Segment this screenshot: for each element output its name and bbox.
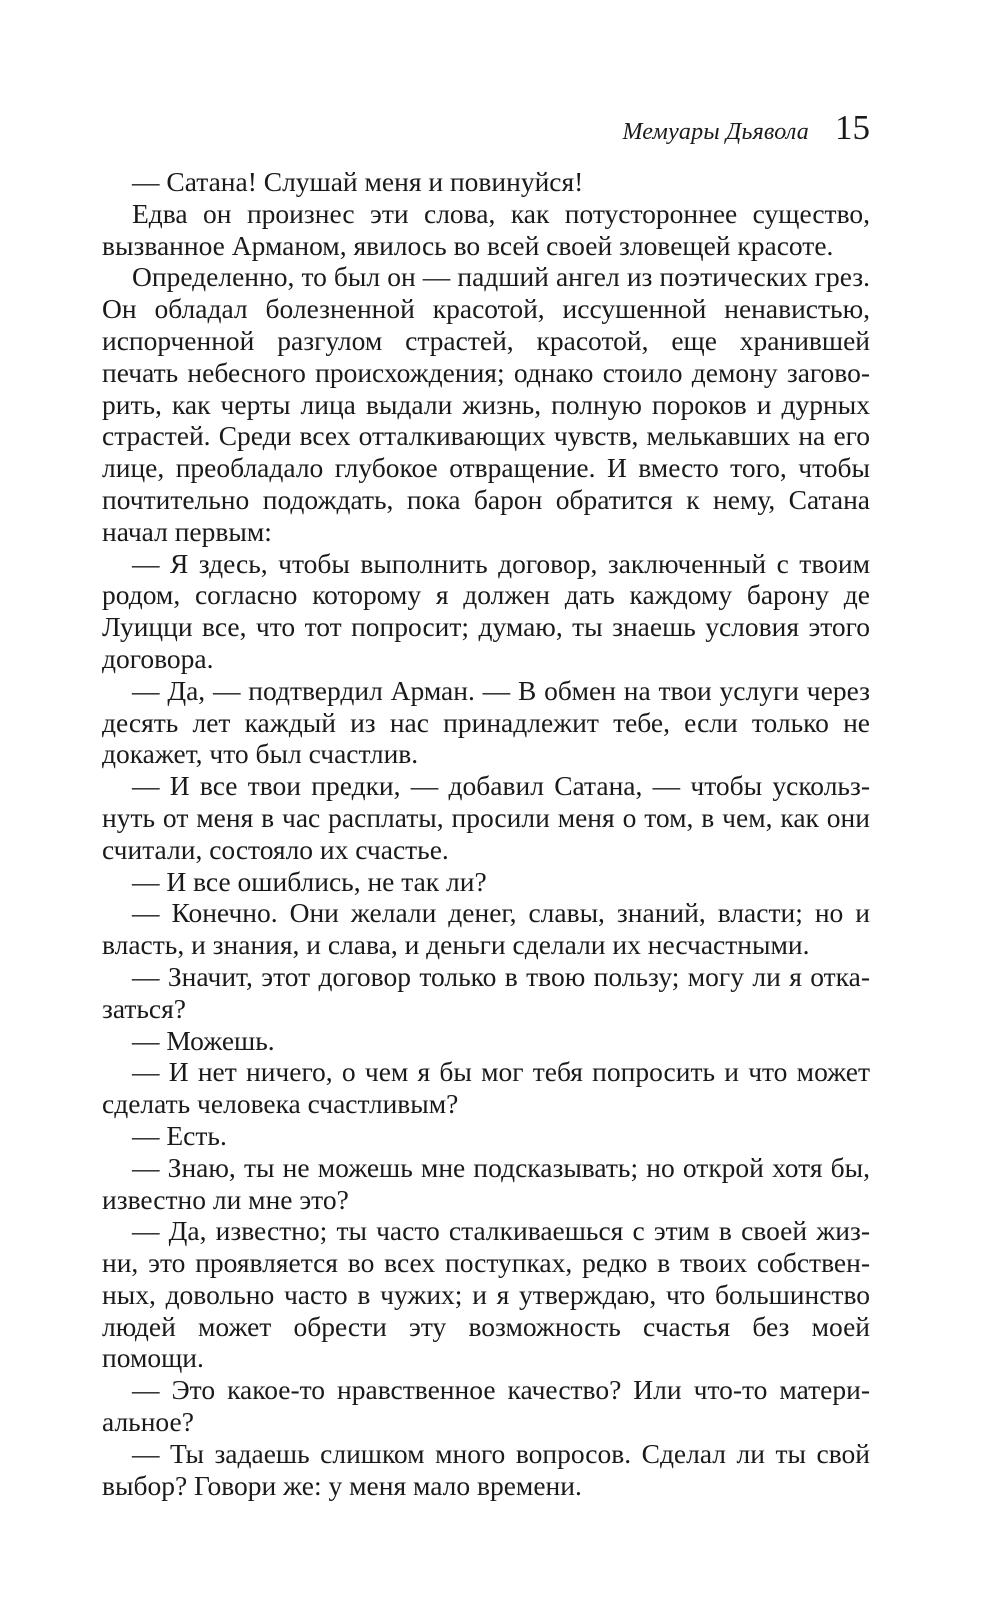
- paragraph: — И все твои предки, — добавил Сатана, — чтобы ускользнуть от меня в час расплаты, просили меня о том, в чем, как они считали, состояло их счастье.: [102, 770, 870, 865]
- paragraph: — Сатана! Слушай меня и повинуйся!: [132, 166, 584, 197]
- paragraph: — И все ошиблись, не так ли?: [132, 865, 487, 897]
- paragraph: Определенно, то был он — падший ангел из поэтических грез. Он обладал болезненной красотой, иссушенной ненавистью, испорченной разгулом страстей, красотой, еще хранившей печать небесного происхождения; однако стоило демону заговорить, как черты лица выдали жизнь, полную пороков и дурных страстей. Среди всех отталкивающих чувств, мелькавших на его лице, преобладало глубокое отвращение. И вместо того, чтобы почтительно подождать, пока барон обратится к нему, Сатана начал первым:: [102, 261, 870, 547]
- paragraph: — Это какое-то нравственное качество? Или что-то материальное?: [102, 1374, 870, 1438]
- running-header: [622, 108, 870, 156]
- paragraph: — Знаю, ты не можешь мне подсказывать; но открой хотя бы, известно ли мне это?: [102, 1151, 870, 1215]
- paragraph: — Я здесь, чтобы выполнить договор, заключенный с твоим родом, согласно которому я должен дать каждому барону де Луицци все, что тот попросит; думаю, ты знаешь условия этого договора.: [102, 547, 870, 674]
- paragraph: — И нет ничего, о чем я бы мог тебя попросить и что может сделать человека счастливым?: [102, 1056, 870, 1120]
- paragraph: — Ты задаешь слишком много вопросов. Сделал ли ты свой выбор? Говори же: у меня мало времени.: [102, 1437, 870, 1501]
- paragraph: — Да, известно; ты часто сталкиваешься с этим в своей жизни, это проявляется во всех поступках, редко в твоих собственных, довольно часто в чужих; и я утверждаю, что большинство людей может обрести эту возможность счастья без моей помощи.: [102, 1215, 870, 1374]
- paragraph: Едва он произнес эти слова, как потустороннее существо, вызванное Арманом, явилось во всей своей зловещей красоте.: [102, 197, 870, 261]
- page-number: 15: [835, 108, 870, 147]
- paragraph: — Конечно. Они желали денег, славы, знаний, власти; но и власть, и знания, и слава, и деньги сделали их несчастными.: [102, 897, 870, 961]
- paragraph: — Да, — подтвердил Арман. — В обмен на твои услуги через десять лет каждый из нас принадлежит тебе, если только не докажет, что был счастлив.: [102, 674, 870, 770]
- book-title: Мемуары Дьявола: [622, 119, 809, 145]
- paragraph: — Можешь.: [132, 1024, 275, 1056]
- body-text: [102, 166, 870, 1501]
- paragraph: — Значит, этот договор только в твою пользу; могу ли я отказаться?: [102, 960, 870, 1024]
- paragraph: — Есть.: [132, 1119, 227, 1151]
